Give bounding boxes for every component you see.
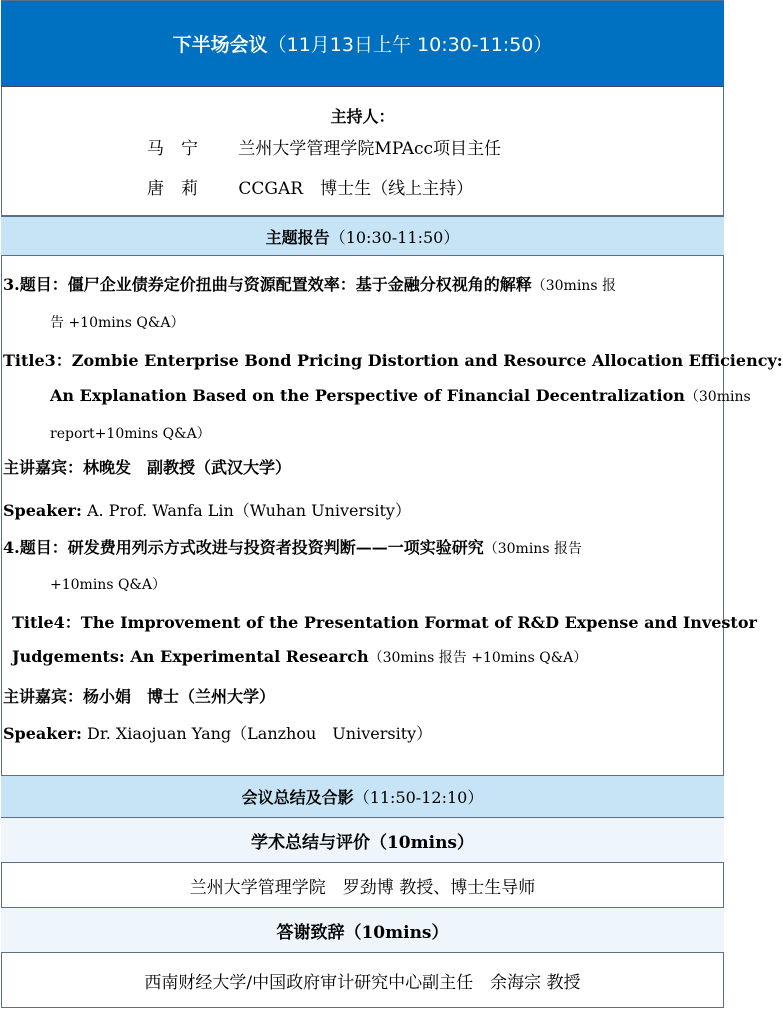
talk4-speaker-cn-text: 杨小娟 博士（兰州大学） [83,687,276,706]
hosts-section [1,88,724,216]
session-title: 下半场会议 [172,34,268,56]
keynote-band [1,216,724,256]
talk4-speaker-en [3,721,432,744]
talk4-en-title-label: Title4： [12,613,81,632]
talk3-en-title-line-1 [3,348,783,371]
thanks-title-row [1,908,724,953]
session-header [1,1,724,87]
host-row [147,174,473,199]
review-title-row [1,818,724,863]
talk4-en-note: （30mins 报告 +10mins Q&A） [368,650,588,666]
talk4-cn-title-label: 4.题目： [3,538,68,557]
talk3-speaker-en [3,498,411,521]
talk3-speaker-en-label: Speaker: [3,501,82,520]
talk4-en-title-1: The Improvement of the Presentation Format of R&D Expense and Investor [80,613,757,632]
review-duration: （10mins） [369,832,475,853]
host-name: 马 宁 [147,139,198,159]
talk4-speaker-cn-label: 主讲嘉宾： [3,687,84,706]
talk3-speaker-cn [3,455,291,478]
thanks-person-row [1,953,724,1008]
talk3-en-title-1: Zombie Enterprise Bond Pricing Distortion and Resource Allocation Efficiency: [71,351,783,370]
talk3-en-title-2: An Explanation Based on the Perspective of Financial Decentralization [50,386,685,405]
talk4-cn-note-2: +10mins Q&A） [50,577,166,593]
summary-time: （11:50-12:10） [353,788,484,807]
talk4-cn-note-1: （30mins 报告 [483,541,582,557]
talk3-en-note-1: （30mins [684,389,751,405]
keynote-title: 主题报告 [265,227,330,247]
talk3-cn-title-text: 僵尸企业债券定价扭曲与资源配置效率：基于金融分权视角的解释 [67,275,532,294]
hosts-title: 主持人： [330,107,395,126]
review-person: 兰州大学管理学院 罗劲博 教授、博士生导师 [189,877,536,898]
talk4-speaker-en-text: Dr. Xiaojuan Yang（Lanzhou University） [86,724,433,743]
talk3-speaker-cn-label: 主讲嘉宾： [3,458,84,477]
talk3-cn-title-label: 3.题目： [3,275,68,294]
host-row [147,134,501,159]
talk3-en-title-label: Title3： [3,351,72,370]
thanks-duration: （10mins） [344,922,449,943]
thanks-person: 西南财经大学/中国政府审计研究中心副主任 余海宗 教授 [144,973,581,993]
talk4-en-title-2: Judgements: An Experimental Research [12,647,369,666]
talk4-speaker-en-label: Speaker: [3,724,82,743]
talk3-cn-note-2: 告 +10mins Q&A） [50,315,185,331]
talk3-cn-title [3,272,616,295]
session-time: （11月13日上午 10:30-11:50） [267,34,553,56]
talk4-speaker-cn [3,684,275,707]
talk3-en-note-2: report+10mins Q&A） [50,426,211,442]
talk3-en-title-line-2 [50,386,751,406]
host-desc: 兰州大学管理学院MPAcc项目主任 [238,139,502,159]
host-desc: CCGAR 博士生（线上主持） [238,179,474,199]
thanks-title: 答谢致辞 [276,922,345,943]
keynote-time: （10:30-11:50） [329,227,460,247]
talk3-speaker-en-text: A. Prof. Wanfa Lin（Wuhan University） [86,501,411,520]
summary-title: 会议总结及合影 [241,788,354,807]
talk3-cn-note-1: （30mins 报 [531,278,616,294]
review-person-row [1,863,724,908]
talk4-en-title-line-1 [12,610,757,633]
talk3-speaker-cn-text: 林晚发 副教授（武汉大学） [83,458,292,477]
summary-band [1,775,724,818]
talk4-cn-title-text: 研发费用列示方式改进与投资者投资判断——一项实验研究 [67,538,484,557]
talk4-en-title-line-2 [12,647,587,667]
talk4-cn-title [3,535,582,558]
review-title: 学术总结与评价 [250,832,370,853]
host-name: 唐 莉 [147,179,198,199]
